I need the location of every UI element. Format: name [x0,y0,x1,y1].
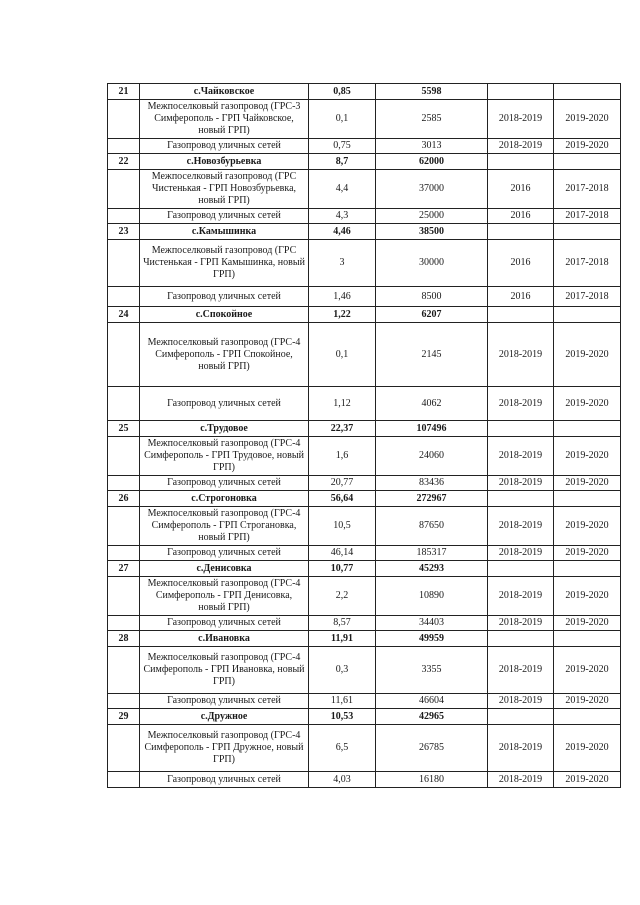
pipeline-cost: 37000 [376,170,488,209]
pipeline-cost: 87650 [376,507,488,546]
period-design: 2018-2019 [488,616,554,631]
period-design: 2016 [488,170,554,209]
row-number: 27 [108,561,140,577]
pipeline-length: 20,77 [309,476,376,491]
period-design: 2018-2019 [488,772,554,788]
pipeline-length: 0,1 [309,100,376,139]
total-length: 11,91 [309,631,376,647]
pipeline-row [108,772,621,788]
pipeline-description: Газопровод уличных сетей [140,616,309,631]
empty-cell [108,476,140,491]
empty-cell [108,287,140,307]
pipeline-row [108,323,621,387]
row-number: 21 [108,84,140,100]
empty-cell [554,421,621,437]
total-cost: 6207 [376,307,488,323]
empty-cell [108,647,140,694]
total-cost: 107496 [376,421,488,437]
total-length: 10,77 [309,561,376,577]
row-number: 26 [108,491,140,507]
empty-cell [108,507,140,546]
pipeline-row [108,387,621,421]
period-construction: 2019-2020 [554,647,621,694]
total-cost: 42965 [376,709,488,725]
pipeline-row [108,209,621,224]
row-number: 24 [108,307,140,323]
settlement-name: с.Чайковское [140,84,309,100]
total-length: 10,53 [309,709,376,725]
pipeline-length: 4,03 [309,772,376,788]
pipeline-length: 2,2 [309,577,376,616]
pipeline-cost: 10890 [376,577,488,616]
period-construction: 2019-2020 [554,323,621,387]
empty-cell [488,154,554,170]
pipeline-length: 10,5 [309,507,376,546]
pipeline-length: 6,5 [309,725,376,772]
period-design: 2016 [488,240,554,287]
pipeline-row [108,170,621,209]
empty-cell [108,772,140,788]
pipeline-cost: 3355 [376,647,488,694]
empty-cell [108,387,140,421]
settlement-name: с.Камышинка [140,224,309,240]
row-number: 28 [108,631,140,647]
empty-cell [108,240,140,287]
pipeline-row [108,725,621,772]
empty-cell [554,154,621,170]
settlement-name: с.Дружное [140,709,309,725]
period-design: 2018-2019 [488,546,554,561]
total-length: 8,7 [309,154,376,170]
pipeline-row [108,139,621,154]
settlement-row [108,84,621,100]
period-design: 2018-2019 [488,725,554,772]
period-design: 2016 [488,209,554,224]
period-construction: 2019-2020 [554,100,621,139]
pipeline-length: 4,3 [309,209,376,224]
pipeline-description: Газопровод уличных сетей [140,476,309,491]
pipeline-length: 1,46 [309,287,376,307]
settlement-name: с.Строгоновка [140,491,309,507]
period-construction: 2017-2018 [554,287,621,307]
empty-cell [108,100,140,139]
pipeline-row [108,507,621,546]
period-design: 2016 [488,287,554,307]
pipeline-cost: 4062 [376,387,488,421]
period-construction: 2019-2020 [554,507,621,546]
total-length: 1,22 [309,307,376,323]
pipeline-description: Межпоселковый газопровод (ГРС-3 Симферополь - ГРП Чайковское, новый ГРП) [140,100,309,139]
total-length: 22,37 [309,421,376,437]
period-design: 2018-2019 [488,323,554,387]
pipeline-row [108,287,621,307]
row-number: 23 [108,224,140,240]
pipeline-length: 1,6 [309,437,376,476]
pipeline-cost: 2585 [376,100,488,139]
pipeline-description: Газопровод уличных сетей [140,387,309,421]
empty-cell [108,170,140,209]
pipeline-description: Межпоселковый газопровод (ГРС-4 Симферополь - ГРП Дружное, новый ГРП) [140,725,309,772]
pipeline-description: Межпоселковый газопровод (ГРС Чистенькая - ГРП Камышинка, новый ГРП) [140,240,309,287]
table-body [108,84,621,788]
period-construction: 2019-2020 [554,139,621,154]
settlement-row [108,224,621,240]
pipeline-row [108,577,621,616]
pipeline-length: 0,75 [309,139,376,154]
settlement-name: с.Денисовка [140,561,309,577]
pipeline-length: 3 [309,240,376,287]
empty-cell [108,209,140,224]
pipeline-cost: 16180 [376,772,488,788]
period-design: 2018-2019 [488,139,554,154]
pipeline-cost: 24060 [376,437,488,476]
empty-cell [108,577,140,616]
pipeline-description: Газопровод уличных сетей [140,772,309,788]
pipeline-cost: 30000 [376,240,488,287]
pipeline-length: 8,57 [309,616,376,631]
pipeline-row [108,437,621,476]
total-length: 56,64 [309,491,376,507]
settlement-row [108,709,621,725]
pipeline-description: Межпоселковый газопровод (ГРС-4 Симферополь - ГРП Строгановка, новый ГРП) [140,507,309,546]
gas-pipeline-table [107,83,621,788]
period-design: 2018-2019 [488,507,554,546]
empty-cell [108,694,140,709]
pipeline-row [108,240,621,287]
pipeline-description: Газопровод уличных сетей [140,546,309,561]
period-design: 2018-2019 [488,647,554,694]
pipeline-cost: 46604 [376,694,488,709]
period-design: 2018-2019 [488,437,554,476]
empty-cell [108,323,140,387]
settlement-name: с.Трудовое [140,421,309,437]
pipeline-description: Межпоселковый газопровод (ГРС-4 Симферополь - ГРП Спокойное, новый ГРП) [140,323,309,387]
period-design: 2018-2019 [488,387,554,421]
period-construction: 2019-2020 [554,694,621,709]
pipeline-description: Межпоселковый газопровод (ГРС-4 Симферополь - ГРП Денисовка, новый ГРП) [140,577,309,616]
period-construction: 2019-2020 [554,616,621,631]
total-length: 4,46 [309,224,376,240]
pipeline-cost: 2145 [376,323,488,387]
empty-cell [488,224,554,240]
settlement-row [108,491,621,507]
period-design: 2018-2019 [488,100,554,139]
settlement-row [108,154,621,170]
pipeline-length: 11,61 [309,694,376,709]
empty-cell [488,491,554,507]
pipeline-length: 4,4 [309,170,376,209]
pipeline-cost: 185317 [376,546,488,561]
period-construction: 2019-2020 [554,387,621,421]
pipeline-length: 0,3 [309,647,376,694]
pipeline-row [108,616,621,631]
row-number: 22 [108,154,140,170]
pipeline-description: Газопровод уличных сетей [140,694,309,709]
settlement-row [108,421,621,437]
pipeline-cost: 26785 [376,725,488,772]
row-number: 29 [108,709,140,725]
pipeline-row [108,647,621,694]
total-cost: 45293 [376,561,488,577]
pipeline-length: 0,1 [309,323,376,387]
pipeline-cost: 8500 [376,287,488,307]
pipeline-description: Межпоселковый газопровод (ГРС-4 Симферополь - ГРП Ивановка, новый ГРП) [140,647,309,694]
period-design: 2018-2019 [488,476,554,491]
total-cost: 272967 [376,491,488,507]
pipeline-cost: 34403 [376,616,488,631]
empty-cell [488,421,554,437]
settlement-name: с.Спокойное [140,307,309,323]
pipeline-row [108,694,621,709]
pipeline-row [108,100,621,139]
row-number: 25 [108,421,140,437]
empty-cell [488,307,554,323]
period-design: 2018-2019 [488,577,554,616]
period-construction: 2017-2018 [554,209,621,224]
total-cost: 5598 [376,84,488,100]
pipeline-description: Газопровод уличных сетей [140,287,309,307]
period-construction: 2019-2020 [554,577,621,616]
total-cost: 49959 [376,631,488,647]
pipeline-length: 1,12 [309,387,376,421]
period-construction: 2019-2020 [554,725,621,772]
total-cost: 38500 [376,224,488,240]
empty-cell [488,84,554,100]
pipeline-cost: 3013 [376,139,488,154]
empty-cell [554,307,621,323]
empty-cell [554,84,621,100]
empty-cell [554,631,621,647]
empty-cell [488,631,554,647]
total-length: 0,85 [309,84,376,100]
empty-cell [554,491,621,507]
pipeline-description: Межпоселковый газопровод (ГРС Чистенькая - ГРП Новозбурьевка, новый ГРП) [140,170,309,209]
period-construction: 2017-2018 [554,240,621,287]
empty-cell [108,437,140,476]
pipeline-description: Газопровод уличных сетей [140,209,309,224]
pipeline-row [108,476,621,491]
empty-cell [108,725,140,772]
pipeline-row [108,546,621,561]
period-construction: 2019-2020 [554,476,621,491]
period-construction: 2017-2018 [554,170,621,209]
empty-cell [554,224,621,240]
settlement-name: с.Ивановка [140,631,309,647]
period-construction: 2019-2020 [554,437,621,476]
pipeline-length: 46,14 [309,546,376,561]
settlement-row [108,561,621,577]
empty-cell [554,709,621,725]
total-cost: 62000 [376,154,488,170]
settlement-row [108,631,621,647]
period-construction: 2019-2020 [554,546,621,561]
empty-cell [108,139,140,154]
pipeline-cost: 83436 [376,476,488,491]
empty-cell [554,561,621,577]
empty-cell [488,561,554,577]
empty-cell [488,709,554,725]
period-design: 2018-2019 [488,694,554,709]
settlement-name: с.Новозбурьевка [140,154,309,170]
pipeline-cost: 25000 [376,209,488,224]
settlement-row [108,307,621,323]
pipeline-description: Газопровод уличных сетей [140,139,309,154]
pipeline-description: Межпоселковый газопровод (ГРС-4 Симферополь - ГРП Трудовое, новый ГРП) [140,437,309,476]
period-construction: 2019-2020 [554,772,621,788]
empty-cell [108,616,140,631]
empty-cell [108,546,140,561]
